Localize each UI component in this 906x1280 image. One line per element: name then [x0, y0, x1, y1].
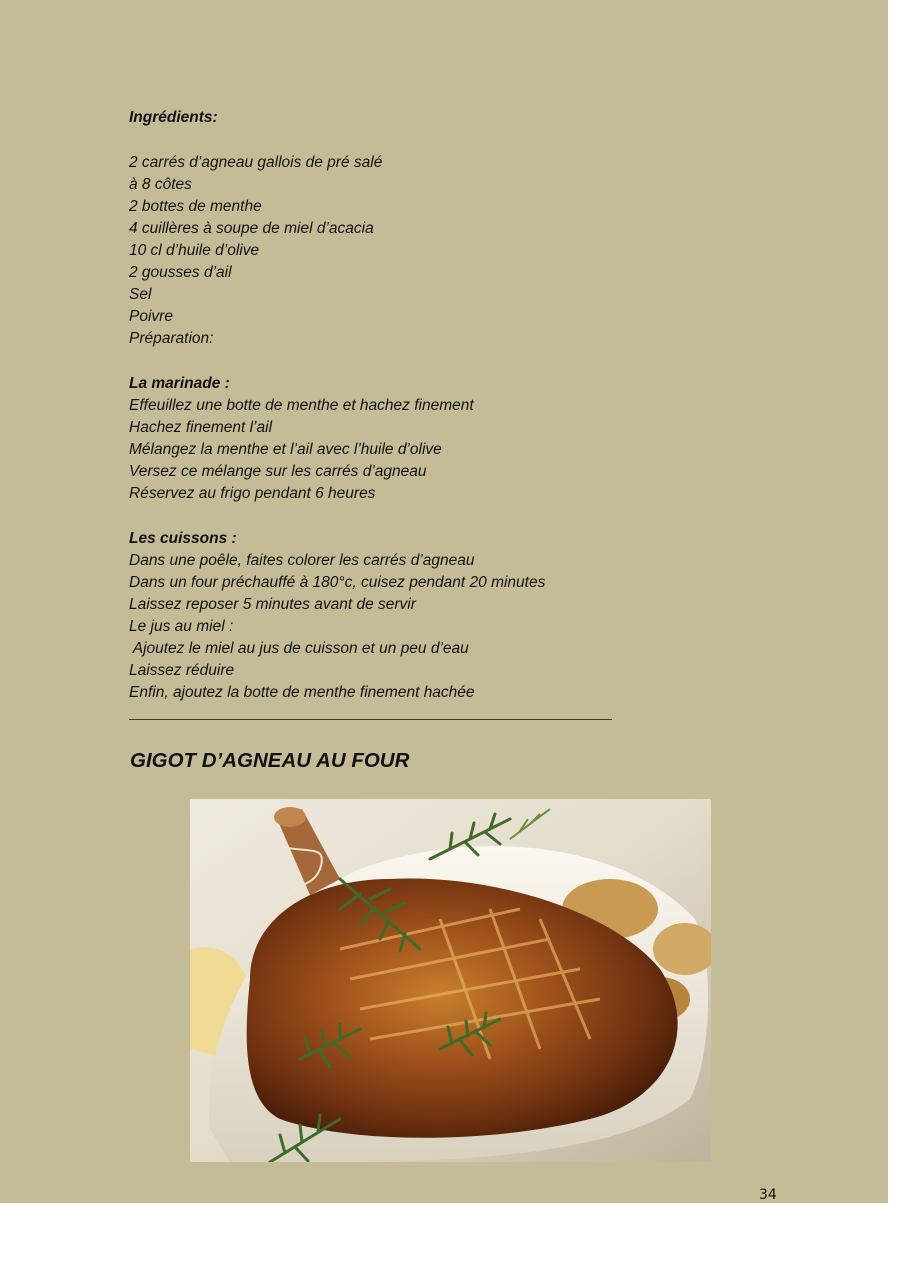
ingredient-line: 4 cuillères à soupe de miel d’acacia: [129, 220, 374, 237]
cuisson-step: Dans un four préchauffé à 180°c, cuisez pendant 20 minutes: [129, 574, 546, 591]
cuissons-heading: Les cuissons :: [129, 530, 237, 547]
marinade-step: Effeuillez une botte de menthe et hachez finement: [129, 397, 474, 414]
marinade-step: Réservez au frigo pendant 6 heures: [129, 485, 376, 502]
marinade-step: Versez ce mélange sur les carrés d’agneau: [129, 463, 427, 480]
cuisson-step: Laissez reposer 5 minutes avant de servir: [129, 596, 416, 613]
ingredient-line: Poivre: [129, 308, 173, 325]
cuisson-step: Laissez réduire: [129, 662, 235, 679]
ingredient-line: à 8 côtes: [129, 176, 192, 193]
cuisson-step: Ajoutez le miel au jus de cuisson et un peu d’eau: [129, 640, 469, 657]
ingredients-heading: Ingrédients:: [129, 109, 218, 126]
recipe-title: GIGOT D’AGNEAU AU FOUR: [130, 749, 410, 772]
ingredient-line: 2 carrés d’agneau gallois de pré salé: [129, 154, 383, 171]
ingredient-line: 2 gousses d’ail: [129, 264, 232, 281]
marinade-heading: La marinade :: [129, 375, 230, 392]
marinade-step: Mélangez la menthe et l’ail avec l’huile d’olive: [129, 441, 442, 458]
jus-au-miel-label: Le jus au miel :: [129, 618, 234, 635]
page-number: 34: [759, 1187, 777, 1203]
roast-lamb-photo: [190, 799, 711, 1162]
ingredient-line: 10 cl d’huile d’olive: [129, 242, 260, 259]
ingredient-line: Sel: [129, 286, 152, 303]
cuisson-step: Enfin, ajoutez la botte de menthe finement hachée: [129, 684, 475, 701]
cuisson-step: Dans une poêle, faites colorer les carrés d’agneau: [129, 552, 475, 569]
section-divider: [129, 719, 612, 720]
preparation-label: Préparation:: [129, 330, 214, 347]
marinade-step: Hachez finement l’ail: [129, 419, 273, 436]
ingredient-line: 2 bottes de menthe: [129, 198, 262, 215]
